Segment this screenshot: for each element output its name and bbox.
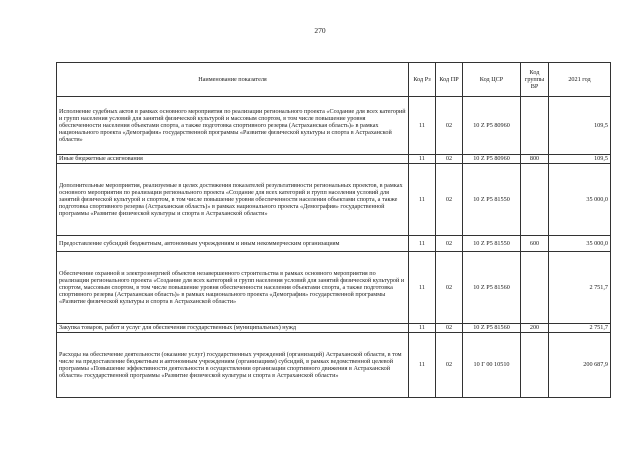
row-amount: 35 000,0 (549, 236, 611, 252)
header-name: Наименование показателя (57, 63, 409, 97)
row-rz: 11 (409, 252, 436, 324)
row-vr: 200 (521, 324, 549, 333)
row-vr (521, 333, 549, 398)
row-name: Иные бюджетные ассигнования (57, 155, 409, 164)
row-vr: 600 (521, 236, 549, 252)
row-name: Обеспечение охранной и электроэнергией объектов незавершенного строительства в рамках основного мероприятия по реализации регионального проекта «Создание для всех категорий и групп населения условий для занятий физической культурой и спортом, массовым спортом, в том числе повышение уровня обеспеченности населения объектами спорта, а также подготовка спортивного резерва (Астраханская область)» в рамках национального проекта «Демография» государственной программы «Развитие физической культуры и спорта в Астраханской области» (57, 252, 409, 324)
header-rz: Код Рз (409, 63, 436, 97)
row-name: Закупка товаров, работ и услуг для обеспечения государственных (муниципальных) нужд (57, 324, 409, 333)
row-rz: 11 (409, 333, 436, 398)
table-row (57, 97, 611, 155)
header-pr: Код ПР (436, 63, 463, 97)
budget-table (56, 62, 611, 398)
row-csr: 10 Z P5 81550 (463, 236, 521, 252)
header-vr: Код группы ВР (521, 63, 549, 97)
table-row (57, 333, 611, 398)
row-amount: 200 687,9 (549, 333, 611, 398)
row-vr (521, 97, 549, 155)
row-vr (521, 164, 549, 236)
header-csr: Код ЦСР (463, 63, 521, 97)
row-rz: 11 (409, 164, 436, 236)
row-amount: 2 751,7 (549, 324, 611, 333)
row-csr: 10 Z P5 81550 (463, 164, 521, 236)
row-pr: 02 (436, 252, 463, 324)
row-csr: 10 Z P5 81560 (463, 252, 521, 324)
table-row (57, 252, 611, 324)
row-pr: 02 (436, 333, 463, 398)
row-rz: 11 (409, 155, 436, 164)
row-csr: 10 Z P5 80960 (463, 97, 521, 155)
table-row (57, 236, 611, 252)
row-amount: 109,5 (549, 97, 611, 155)
row-pr: 02 (436, 164, 463, 236)
row-vr (521, 252, 549, 324)
header-year: 2021 год (549, 63, 611, 97)
row-csr: 10 Г 00 10510 (463, 333, 521, 398)
table-row (57, 164, 611, 236)
row-pr: 02 (436, 155, 463, 164)
row-pr: 02 (436, 236, 463, 252)
row-amount: 109,5 (549, 155, 611, 164)
table-row (57, 155, 611, 164)
row-vr: 800 (521, 155, 549, 164)
row-name: Расходы на обеспечение деятельности (оказание услуг) государственных учреждений (организаций) Астраханской области, в том числе на предоставление бюджетным и автономным учреждениям (организациям) субсидий, в рамках ведомственной целевой программы «Повышение эффективности деятельности в осуществлении организации спортивного движения в Астраханской области» государственной программы «Развитие физической культуры и спорта в Астраханской области» (57, 333, 409, 398)
row-amount: 35 000,0 (549, 164, 611, 236)
page-number: 270 (314, 26, 326, 35)
row-amount: 2 751,7 (549, 252, 611, 324)
row-pr: 02 (436, 324, 463, 333)
row-csr: 10 Z P5 81560 (463, 324, 521, 333)
row-name: Предоставление субсидий бюджетным, автономным учреждениям и иным некоммерческим организациям (57, 236, 409, 252)
row-csr: 10 Z P5 80960 (463, 155, 521, 164)
row-rz: 11 (409, 97, 436, 155)
table-row (57, 324, 611, 333)
row-rz: 11 (409, 324, 436, 333)
row-name: Дополнительные мероприятия, реализуемые в целях достижения показателей результативности региональных проектов, в рамках основного мероприятия по реализации регионального проекта «Создание для всех категорий и групп населения условий для занятий физической культурой и спортом, в том числе повышение уровня обеспеченности населения объектами спорта, а также подготовка спортивного резерва (Астраханская область)» в рамках национального проекта «Демография» государственной программы «Развитие физической культуры и спорта в Астраханской области» (57, 164, 409, 236)
row-name: Исполнение судебных актов в рамках основного мероприятия по реализации регионального проекта «Создание для всех категорий и групп населения условий для занятий физической культурой и массовым спортом, в том числе повышение уровня обеспеченности населения объектами спорта, а также подготовка спортивного резерва (Астраханская область)» в рамках национального проекта «Демография» государственной программы «Развитие физической культуры и спорта в Астраханской области» (57, 97, 409, 155)
table-header-row (57, 63, 611, 97)
row-rz: 11 (409, 236, 436, 252)
row-pr: 02 (436, 97, 463, 155)
